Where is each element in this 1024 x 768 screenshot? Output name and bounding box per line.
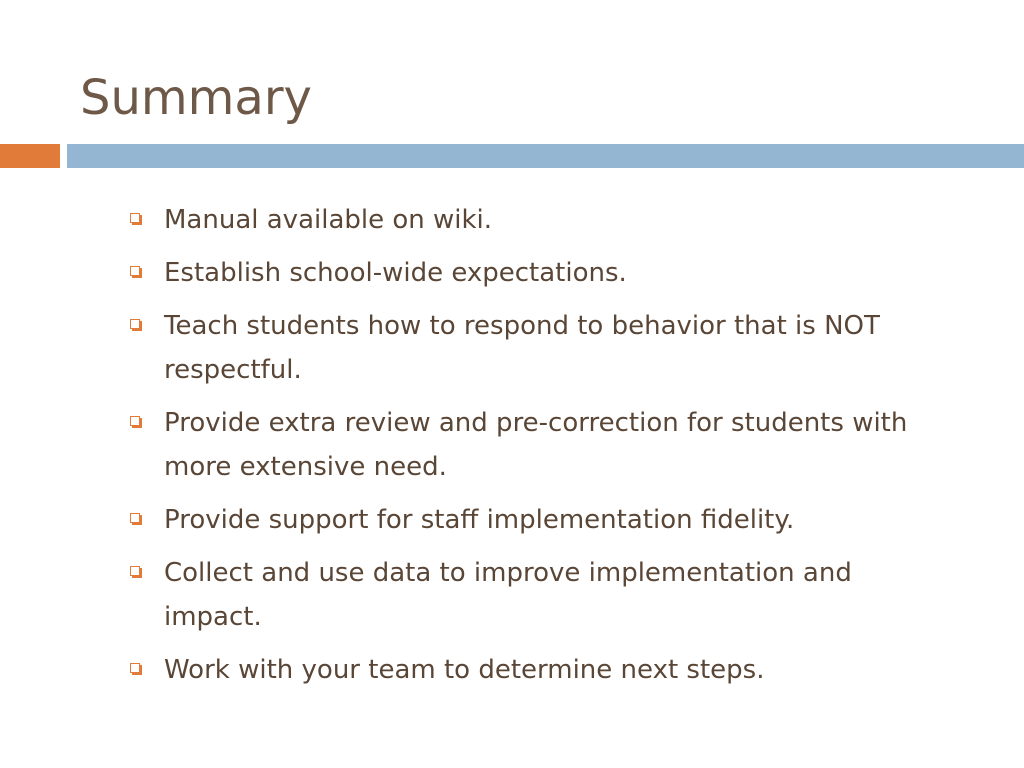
bullet-text: Work with your team to determine next steps. — [164, 655, 765, 685]
bullet-text: Provide extra review and pre-correction for students with more extensive need. — [164, 408, 908, 482]
bullet-item — [128, 551, 928, 639]
checkbox-square-icon — [130, 266, 140, 276]
accent-bar-orange — [0, 144, 60, 168]
bullet-text: Manual available on wiki. — [164, 205, 493, 235]
bullet-text: Teach students how to respond to behavior that is NOT respectful. — [164, 311, 880, 385]
bullet-item — [128, 304, 928, 392]
bullet-item — [128, 648, 928, 692]
bullet-item — [128, 251, 928, 295]
checkbox-square-icon — [130, 566, 140, 576]
slide-title: Summary — [80, 70, 312, 126]
bullet-item — [128, 401, 928, 489]
checkbox-square-icon — [130, 513, 140, 523]
accent-bar-blue — [67, 144, 1024, 168]
bullet-list — [128, 198, 928, 701]
checkbox-square-icon — [130, 663, 140, 673]
bullet-item — [128, 498, 928, 542]
bullet-item — [128, 198, 928, 242]
checkbox-square-icon — [130, 319, 140, 329]
checkbox-square-icon — [130, 213, 140, 223]
bullet-text: Collect and use data to improve implementation and impact. — [164, 558, 852, 632]
bullet-text: Establish school-wide expectations. — [164, 258, 627, 288]
bullet-text: Provide support for staff implementation fidelity. — [164, 505, 795, 535]
checkbox-square-icon — [130, 416, 140, 426]
